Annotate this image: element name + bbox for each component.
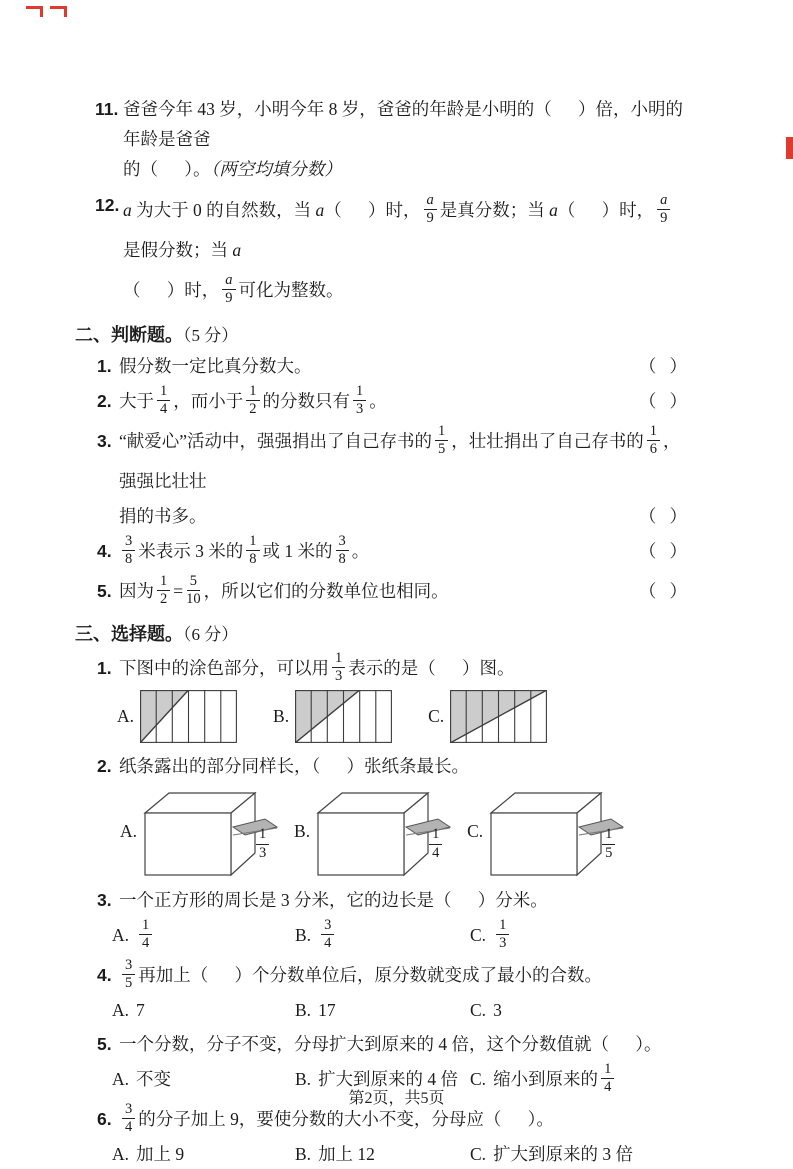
- fraction: $\frac{3}{4}$: [321, 918, 334, 952]
- strip-fraction-label: [599, 826, 618, 863]
- question-body: [119, 531, 687, 571]
- fraction: $\frac{3}{4}$: [122, 1102, 135, 1136]
- question-line: （ ）时， $\frac{a}{9}$ 可化为整数。: [123, 271, 344, 307]
- option-c: C. 缩小到原来的 $\frac{1}{4}$: [470, 1059, 687, 1099]
- question-body: $\frac{3}{4}$ 的分子加上 9，要使分数的大小不变，分母应（ ）。: [119, 1099, 687, 1139]
- page-footer: 第2页，共5页: [348, 1090, 445, 1107]
- figure-label: B.: [294, 821, 311, 842]
- figure-label: A.: [117, 705, 135, 726]
- fraction: $\frac{1}{8}$: [246, 534, 259, 568]
- judge-item-5: [97, 571, 687, 611]
- question-body: $\frac{3}{5}$ 再加上（ ）个分数单位后，原分数就变成了最小的合数。: [119, 955, 687, 995]
- question-number: 12.: [95, 195, 120, 215]
- fraction: $\frac{a}{9}$: [222, 273, 235, 307]
- choice2-figures: [120, 785, 687, 879]
- fraction: $\frac{1}{4}$: [429, 827, 442, 861]
- question-number: 4.: [97, 541, 112, 561]
- question-body: 一个分数，分子不变，分母扩大到原来的 4 倍，这个分数值就（ ）。: [119, 1034, 662, 1054]
- shaded-strips-diagram: [450, 690, 547, 743]
- question-body: 一个正方形的周长是 3 分米，它的边长是（ ）分米。: [119, 890, 548, 910]
- fraction: $\frac{1}{5}$: [602, 827, 615, 861]
- fraction: $\frac{1}{4}$: [139, 918, 152, 952]
- strip-fraction-label: [253, 826, 272, 863]
- figure-label: C.: [467, 821, 484, 842]
- option-b: B. 扩大到原来的 4 倍: [295, 1069, 459, 1089]
- question-number: 3.: [97, 890, 112, 910]
- choice-question-1: [97, 648, 687, 688]
- page-content: [75, 94, 687, 1169]
- choice-question-2: [97, 751, 687, 781]
- fraction: $\frac{1}{3}$: [256, 827, 269, 861]
- question-number: 6.: [97, 1109, 112, 1129]
- option-c: C. 3: [470, 1000, 502, 1020]
- figure-label: C.: [428, 705, 445, 726]
- figure-option-c: [428, 690, 547, 743]
- fraction: $\frac{5}{10}$: [186, 572, 201, 608]
- choice-question-4: [97, 955, 687, 995]
- judge-item-3: [97, 421, 687, 531]
- fraction: $\frac{1}{4}$: [157, 384, 170, 418]
- fraction: $\frac{1}{2}$: [157, 574, 170, 608]
- question-body: 下图中的涂色部分，可以用 $\frac{1}{3}$ 表示的是（ ）图。: [119, 649, 515, 685]
- figure-option-b: [273, 690, 392, 743]
- choice4-options: [112, 995, 687, 1025]
- fraction: $\frac{3}{8}$: [336, 534, 349, 568]
- choice1-figures: [117, 690, 687, 743]
- statement: 大于 $\frac{1}{4}$ ，而小于 $\frac{1}{2}$ 的分数只有 $\frac{1}{3}$ 。: [119, 382, 387, 418]
- fraction: $\frac{1}{2}$: [246, 384, 259, 418]
- answer-blank: （ ）: [638, 541, 687, 561]
- shaded-strips-diagram: [140, 690, 237, 743]
- option-b: B. 加上 12: [295, 1144, 375, 1164]
- fraction: $\frac{1}{3}$: [496, 918, 509, 952]
- choice-question-3: [97, 885, 687, 915]
- question-line: a 为大于 0 的自然数，当 a（ ）时， $\frac{a}{9}$ 是真分数；当 a（ ）时， $\frac{a}{9}$ 是假分数；当 a: [123, 190, 687, 270]
- statement: $\frac{3}{8}$ 米表示 3 米的 $\frac{1}{8}$ 或 1 米的 $\frac{3}{8}$ 。: [119, 531, 369, 571]
- option-c: C. 扩大到原来的 3 倍: [470, 1144, 634, 1164]
- fraction: $\frac{a}{9}$: [424, 193, 437, 227]
- question-number: 5.: [97, 1034, 112, 1054]
- question-line: 的（ ）。（两空均填分数）: [123, 159, 342, 179]
- question-number: 4.: [97, 965, 112, 985]
- choice-question-5: [97, 1029, 687, 1059]
- figure-option-a: [117, 690, 237, 743]
- question-body: [119, 571, 687, 611]
- box-with-paper-strip: [141, 785, 291, 879]
- choice6-options: [112, 1139, 687, 1169]
- option-a: A. $\frac{1}{4}$: [112, 915, 295, 955]
- red-corner-mark: [26, 6, 43, 17]
- option-a: A. 7: [112, 1000, 145, 1020]
- question-number: 11.: [95, 99, 119, 119]
- box-with-paper-strip: [487, 785, 637, 879]
- statement-continued: 捐的书多。: [119, 506, 207, 526]
- judge-item-4: [97, 531, 687, 571]
- box-figure-a: [120, 785, 291, 879]
- question-number: 1.: [97, 658, 112, 678]
- fraction: $\frac{1}{5}$: [435, 424, 448, 458]
- figure-label: B.: [273, 705, 290, 726]
- box-figure-b: [294, 785, 464, 879]
- question-body: [119, 351, 687, 381]
- option-a: A. 不变: [112, 1069, 172, 1089]
- answer-blank: （ ）: [638, 391, 687, 411]
- question-number: 5.: [97, 581, 112, 601]
- question-number: 1.: [97, 356, 112, 376]
- statement: “献爱心”活动中，强强捐出了自己存书的 $\frac{1}{5}$ ，壮壮捐出了自己存书的 $\frac{1}{6}$ ，强强比壮壮: [119, 422, 681, 491]
- section-score: （5 分）: [183, 326, 239, 345]
- question-body: [119, 421, 687, 531]
- choice3-options: [112, 915, 687, 955]
- option-a: A. 加上 9: [112, 1144, 185, 1164]
- fraction: $\frac{3}{5}$: [122, 958, 135, 992]
- question-body: [123, 190, 687, 310]
- question-number: 2.: [97, 391, 112, 411]
- fraction: $\frac{3}{8}$: [122, 534, 135, 568]
- fill-question-11: [95, 94, 687, 184]
- box-figure-c: [467, 785, 637, 879]
- answer-blank: （ ）: [638, 356, 687, 376]
- answer-blank: （ ）: [638, 581, 687, 601]
- fraction: $\frac{1}{6}$: [647, 424, 660, 458]
- statement: 因为 $\frac{1}{2}$ = $\frac{5}{10}$ ，所以它们的分数单位也相同。: [119, 572, 449, 608]
- red-corner-mark: [50, 6, 67, 17]
- answer-blank: （ ）: [638, 506, 687, 526]
- fraction: $\frac{1}{3}$: [332, 651, 345, 685]
- statement: 假分数一定比真分数大。: [119, 356, 312, 376]
- red-edge-bar: [786, 137, 793, 159]
- question-line: 爸爸今年 43 岁，小明今年 8 岁，爸爸的年龄是小明的（ ）倍，小明的年龄是爸爸: [123, 99, 683, 149]
- strip-fraction-label: [426, 826, 445, 863]
- judge-item-2: [97, 381, 687, 421]
- option-c: C. $\frac{1}{3}$: [470, 915, 687, 955]
- question-body: [119, 381, 687, 421]
- fraction: $\frac{1}{4}$: [601, 1062, 614, 1096]
- fraction: $\frac{a}{9}$: [657, 193, 670, 227]
- question-number: 3.: [97, 431, 112, 451]
- question-number: 2.: [97, 756, 112, 776]
- shaded-strips-diagram: [295, 690, 392, 743]
- option-b: B. $\frac{3}{4}$: [295, 915, 470, 955]
- section-judge-title: 二、判断题。（5 分）: [75, 325, 239, 345]
- judge-item-1: [97, 351, 687, 381]
- figure-label: A.: [120, 821, 138, 842]
- box-with-paper-strip: [314, 785, 464, 879]
- question-body: 纸条露出的部分同样长，（ ）张纸条最长。: [119, 756, 469, 776]
- section-score: （6 分）: [183, 625, 239, 644]
- section-choice-title: 三、选择题。（6 分）: [75, 624, 239, 644]
- fill-question-12: [95, 190, 687, 310]
- question-body: [123, 94, 687, 184]
- fraction: $\frac{1}{3}$: [353, 384, 366, 418]
- option-b: B. 17: [295, 1000, 336, 1020]
